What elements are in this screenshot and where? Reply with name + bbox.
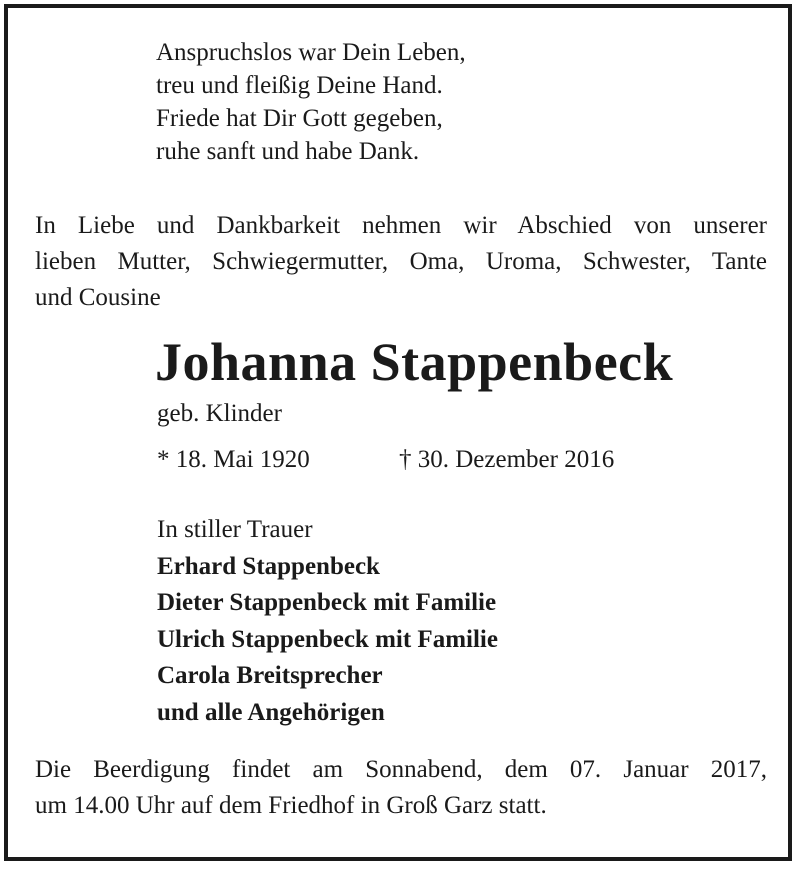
life-dates — [157, 442, 615, 478]
deceased-name: Johanna Stappenbeck — [155, 332, 674, 392]
poem-line: Friede hat Dir Gott gegeben, — [156, 105, 443, 132]
mourner-name: und alle Angehörigen — [157, 698, 385, 726]
mourners-list — [157, 512, 498, 731]
mourner-name: Dieter Stappenbeck mit Familie — [157, 589, 497, 616]
funeral-line: um 14.00 Uhr auf dem Friedhof in Groß Garz statt. — [35, 792, 547, 819]
mourner-name: Erhard Stappenbeck — [157, 552, 380, 580]
birth-name: geb. Klinder — [157, 400, 282, 427]
poem-line: ruhe sanft und habe Dank. — [156, 138, 420, 165]
intro-line: In Liebe und Dankbarkeit nehmen wir Abschied von unserer — [35, 212, 767, 239]
death-date: † 30. Dezember 2016 — [399, 446, 615, 473]
mourners-lead: In stiller Trauer — [157, 516, 313, 543]
poem-line: Anspruchslos war Dein Leben, — [156, 39, 466, 66]
intro-line: lieben Mutter, Schwiegermutter, Oma, Uroma, Schwester, Tante — [35, 248, 767, 275]
mourner-name: Carola Breitsprecher — [157, 662, 383, 689]
memorial-poem — [156, 36, 466, 168]
funeral-details — [35, 752, 767, 824]
funeral-line: Die Beerdigung findet am Sonnabend, dem 07. Januar 2017, — [35, 756, 767, 783]
mourner-name: Ulrich Stappenbeck mit Familie — [157, 625, 498, 653]
intro-line: und Cousine — [35, 284, 161, 311]
birth-date: * 18. Mai 1920 — [157, 446, 310, 473]
farewell-intro — [35, 208, 767, 316]
poem-line: treu und fleißig Deine Hand. — [156, 72, 443, 99]
